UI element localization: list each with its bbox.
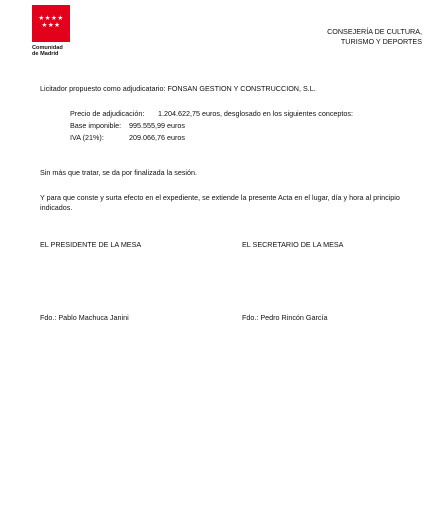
bidder-line: Licitador propuesto como adjudicatario: FONSAN GESTION Y CONSTRUCCION, S.L. <box>40 84 316 93</box>
award-price-value: 1.204.622,75 euros, desglosado en los siguientes conceptos: <box>158 109 353 118</box>
logo-label <box>32 45 72 58</box>
secretary-signature-name: Fdo.: Pedro Rincón García <box>242 313 328 322</box>
department-line2: TURISMO Y DEPORTES <box>340 37 422 46</box>
certification-paragraph: Y para que conste y surta efecto en el expediente, se extiende la presente Acta en el lugar, día y hora al principio indicados. <box>40 193 400 212</box>
madrid-flag-icon <box>32 5 70 42</box>
logo-label-line2: de Madrid <box>32 51 59 58</box>
logo-stars-bottom-row: ★★★ <box>41 21 61 29</box>
comunidad-de-madrid-logo <box>32 5 72 58</box>
department-line1: CONSEJERÍA DE CULTURA, <box>327 27 422 36</box>
logo-stars-top-row: ★★★★ <box>38 14 64 22</box>
closing-line: Sin más que tratar, se da por finalizada la sesión. <box>40 168 198 177</box>
department-heading <box>327 27 422 47</box>
president-signature-name: Fdo.: Pablo Machuca Janini <box>40 313 129 322</box>
vat-label: IVA (21%): <box>70 133 104 142</box>
logo-label-line1: Comunidad <box>32 45 63 51</box>
award-price-label: Precio de adjudicación: <box>70 109 145 118</box>
secretary-title: EL SECRETARIO DE LA MESA <box>242 240 344 249</box>
tax-base-label: Base imponible: <box>70 121 122 130</box>
president-title: EL PRESIDENTE DE LA MESA <box>40 240 142 249</box>
tax-base-value: 995.555,99 euros <box>129 121 185 130</box>
vat-value: 209.066,76 euros <box>129 133 185 142</box>
